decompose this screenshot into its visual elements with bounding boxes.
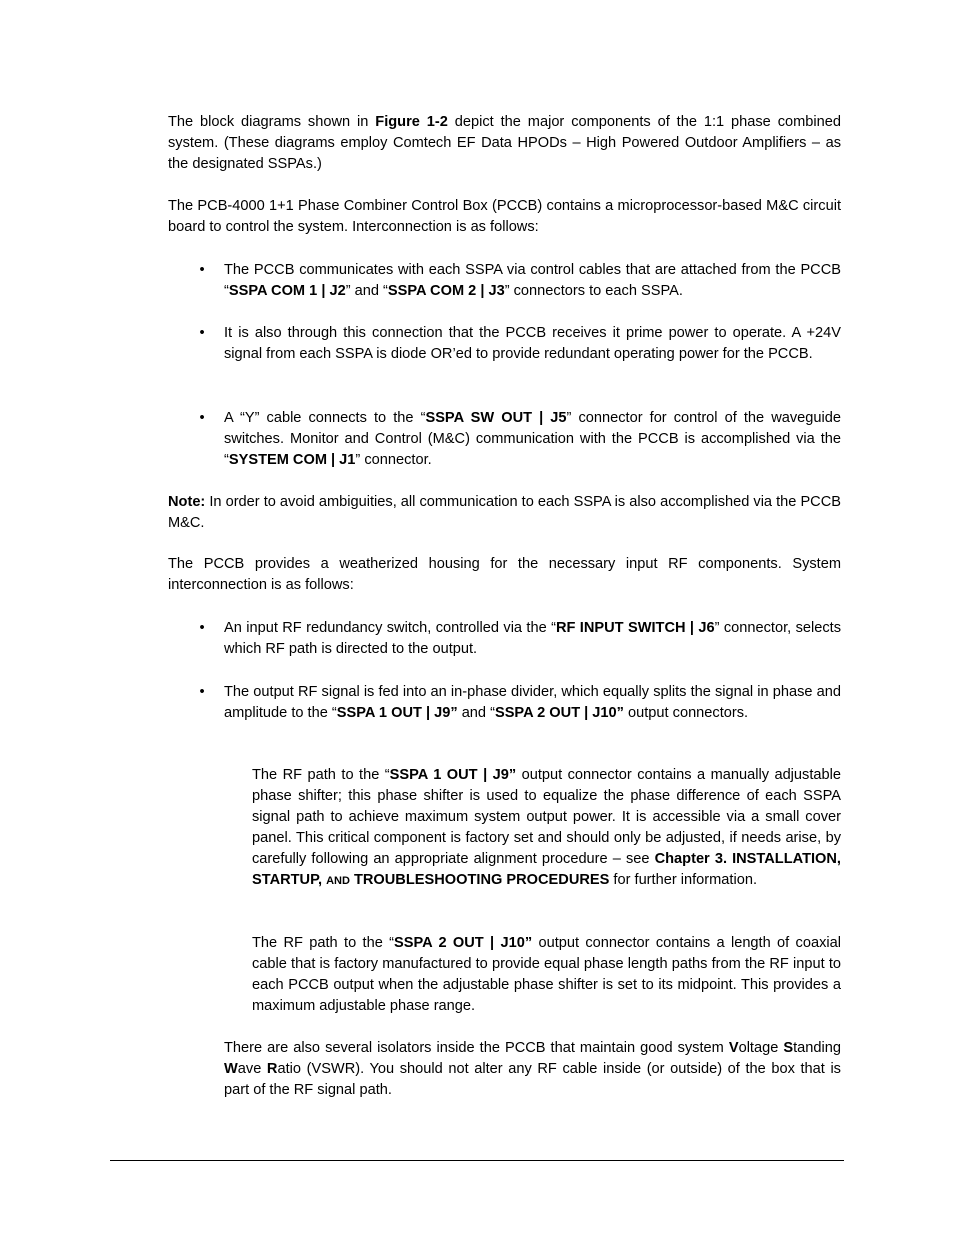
text-run: ” and “ — [345, 283, 388, 299]
text-run: tanding — [793, 1040, 841, 1056]
text-run: output connector contains a manually adjustable phase shifter; this phase shifter is used to equalize the phase difference of each SSPA signal path to achieve maximum system output power. It is accessible via a small cover panel. This critical component is factory set and should only be adjusted, if needs arise, by carefully following an appropriate alignment procedure – see — [252, 767, 841, 867]
text-run: S — [783, 1040, 794, 1056]
note-paragraph — [168, 492, 841, 534]
bullet-icon: • — [199, 684, 205, 700]
bullet-icon: • — [199, 325, 205, 341]
connector-label: SYSTEM COM | J1 — [228, 452, 356, 468]
text-run: There are also several isolators inside the PCCB that maintain good system — [224, 1040, 729, 1056]
text-run: and “ — [457, 705, 495, 721]
text-run: ” connector. — [355, 452, 432, 468]
text-run: ave — [237, 1061, 267, 1077]
figure-reference: Figure 1-2 — [375, 114, 448, 130]
text-run: The output RF signal is fed into an in-phase divider, which equally splits the signal in phase and amplitude to the “ — [224, 684, 841, 721]
footer-divider — [110, 1160, 844, 1161]
text-run: A “Y” cable connects to the “ — [224, 410, 426, 426]
connector-label: SSPA COM 1 | J2 — [228, 283, 346, 299]
connector-label: SSPA 1 OUT | J9” — [336, 705, 458, 721]
text-run: for further information. — [609, 872, 757, 888]
text-run: ” connector, selects which RF path is directed to the output. — [224, 620, 841, 657]
list-item-text: It is also through this connection that the PCCB receives it prime power to operate. A +24V signal from each SSPA is diode OR’ed to provide redundant operating power for the PCCB. — [224, 325, 841, 362]
bullet-icon: • — [199, 262, 205, 278]
connector-label: RF INPUT SWITCH | J6 — [555, 620, 715, 636]
text-run: The PCCB communicates with each SSPA via control cables that are attached from the PCCB “ — [224, 262, 841, 299]
text-run: output connector contains a length of coaxial cable that is factory manufactured to provide equal phase length paths from the RF input to each PCCB output when the adjustable phase shifter is set to its midpoint. This provides a maximum adjustable phase range. — [252, 935, 841, 1014]
connector-label: SSPA 2 OUT | J10” — [394, 935, 533, 951]
coax-paragraph — [252, 933, 841, 1017]
text-run: An input RF redundancy switch, controlled via the “ — [224, 620, 556, 636]
housing-paragraph: The PCCB provides a weatherized housing for the necessary input RF components. System interconnection is as follows: — [168, 556, 841, 593]
text-run: The RF path to the “ — [252, 935, 395, 951]
chapter-reference: Chapter 3. INSTALLATION, STARTUP, — [252, 851, 841, 888]
list-item-text — [224, 618, 841, 660]
connector-label: SSPA COM 2 | J3 — [387, 283, 505, 299]
list-item-text — [224, 682, 841, 724]
bullet-icon: • — [199, 620, 205, 636]
text-run: oltage — [738, 1040, 784, 1056]
bullet-icon: • — [199, 410, 205, 426]
text: The block diagrams shown in — [168, 114, 376, 130]
text-run: W — [224, 1061, 238, 1077]
connector-label: SSPA 2 OUT | J10” — [494, 705, 624, 721]
list-item-text — [224, 408, 841, 471]
text: depict the major components of the 1:1 phase combined system. (These diagrams employ Comtech EF Data HPODs – High Powered Outdoor Amplifiers – as the designated SSPAs.) — [168, 114, 841, 172]
text-run: output connectors. — [623, 705, 749, 721]
chapter-reference: AND — [326, 875, 350, 887]
text-run: R — [266, 1061, 278, 1077]
chapter-reference: TROUBLESHOOTING PROCEDURES — [349, 872, 610, 888]
connector-label: SSPA SW OUT | J5 — [425, 410, 567, 426]
isolators-paragraph — [224, 1038, 841, 1101]
note-text: In order to avoid ambiguities, all communication to each SSPA is also accomplished via the PCCB M&C. — [168, 494, 841, 531]
intro-paragraph — [168, 112, 841, 175]
list-item-text — [224, 260, 841, 302]
text-run: ” connector for control of the waveguide switches. Monitor and Control (M&C) communication with the PCCB is accomplished via the “ — [224, 410, 842, 468]
text-run: atio (VSWR). You should not alter any RF cable inside (or outside) of the box that is part of the RF signal path. — [224, 1061, 841, 1098]
text-run: The RF path to the “ — [252, 767, 390, 783]
text-run: V — [728, 1040, 739, 1056]
phase-shifter-paragraph — [252, 765, 841, 892]
note-label: Note: — [168, 494, 206, 510]
text-run: ” connectors to each SSPA. — [504, 283, 683, 299]
pccb-paragraph: The PCB-4000 1+1 Phase Combiner Control Box (PCCB) contains a microprocessor-based M&C circuit board to control the system. Interconnection is as follows: — [168, 198, 841, 235]
connector-label: SSPA 1 OUT | J9” — [389, 767, 517, 783]
